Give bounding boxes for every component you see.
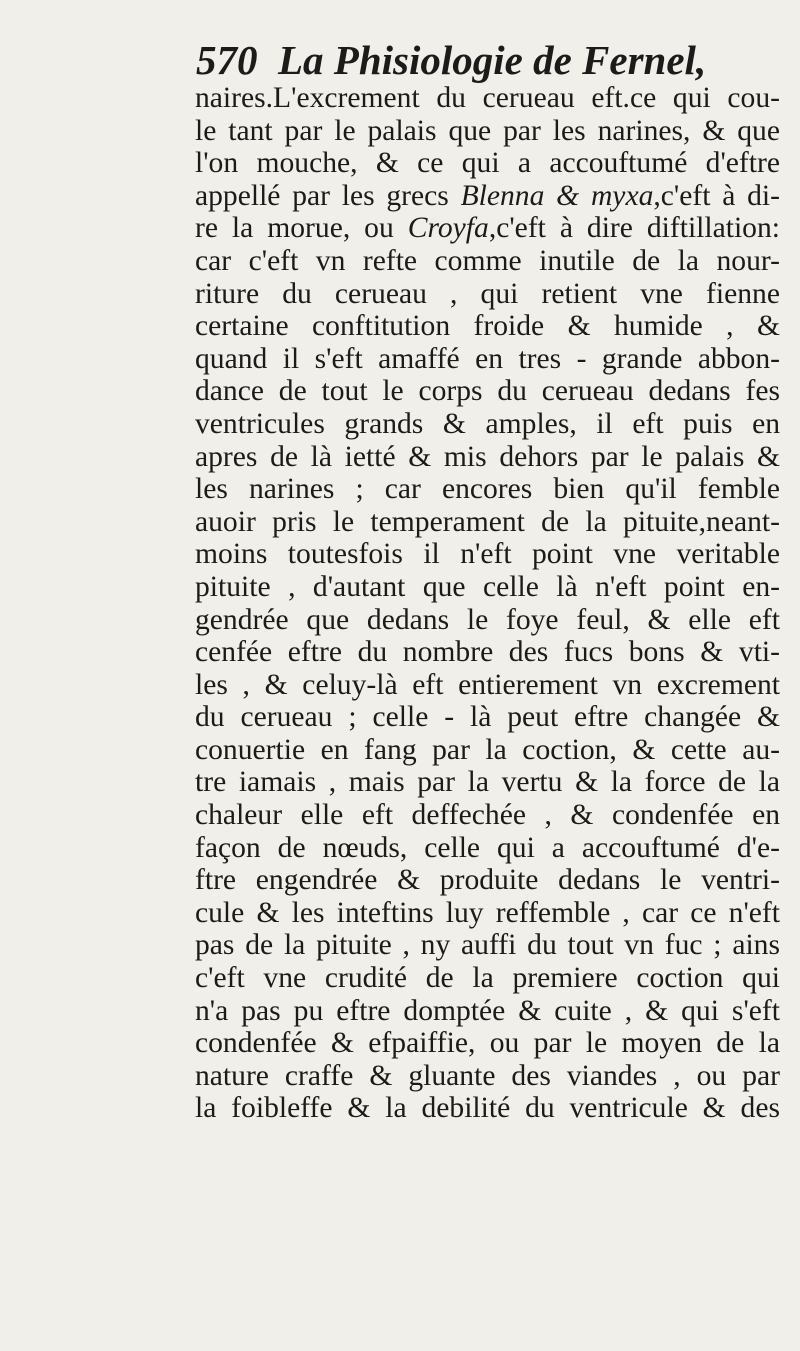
italic-term: Blenna & myxa — [460, 179, 654, 212]
text-segment: appellé par les grecs — [195, 179, 461, 212]
text-line — [195, 538, 780, 571]
text-line — [195, 82, 780, 115]
text-line — [195, 278, 780, 311]
text-segment: ftre engendrée & produite dedans le ventri- — [195, 864, 780, 897]
text-segment: l'on mouche, & ce qui a accouftumé d'eftre — [195, 147, 780, 180]
running-title: La Phisiologie de Fernel, — [278, 37, 707, 83]
text-line — [195, 571, 780, 604]
text-segment: c'eft vne crudité de la premiere coction qui — [195, 962, 780, 995]
text-segment: naires.L'excrement du cerueau eft.ce qui cou- — [195, 82, 780, 114]
text-segment: n'a pas pu eftre domptée & cuite , & qui s'eft — [195, 994, 780, 1027]
text-segment: nature craffe & gluante des viandes , ou par — [195, 1059, 780, 1092]
page-number: 570 — [196, 37, 258, 83]
text-segment: chaleur elle eft deffechée , & condenfée en — [195, 799, 780, 832]
text-segment: dance de tout le corps du cerueau dedans fes — [195, 375, 780, 408]
text-line — [195, 115, 780, 148]
text-segment: ,c'eft à di- — [653, 179, 780, 212]
text-line — [195, 766, 780, 799]
text-line — [195, 995, 780, 1028]
text-line — [195, 864, 780, 897]
text-line — [195, 636, 780, 669]
text-segment: certaine conftitution froide & humide , & — [195, 310, 780, 343]
text-line — [195, 799, 780, 832]
text-segment: ventricules grands & amples, il eft puis en — [195, 407, 780, 440]
text-segment: car c'eft vn refte comme inutile de la nour- — [195, 244, 780, 277]
text-segment: quand il s'eft amaffé en tres - grande abbon- — [195, 342, 780, 375]
text-line — [195, 962, 780, 995]
text-segment: la foibleffe & la debilité du ventricule & des — [195, 1092, 780, 1125]
text-line — [195, 310, 780, 343]
text-line — [195, 897, 780, 930]
text-segment: moins toutesfois il n'eft point vne veritable — [195, 538, 780, 571]
text-line — [195, 180, 780, 213]
text-segment: cenfée eftre du nombre des fucs bons & vti- — [195, 636, 780, 669]
text-line — [195, 506, 780, 539]
text-line — [195, 1092, 780, 1125]
text-line — [195, 701, 780, 734]
text-segment: riture du cerueau , qui retient vne fienne — [195, 277, 780, 310]
text-segment: cule & les inteftins luy reffemble , car ce n'eft — [195, 896, 780, 929]
text-line — [195, 929, 780, 962]
text-segment: gendrée que dedans le foye feul, & elle eft — [195, 603, 780, 636]
text-segment: tre iamais , mais par la vertu & la force de la — [195, 766, 780, 799]
text-line — [195, 212, 780, 245]
body-text — [195, 82, 780, 1125]
text-line — [195, 245, 780, 278]
text-segment: conuertie en fang par la coction, & cette au- — [195, 733, 780, 766]
text-line — [195, 832, 780, 865]
text-segment: auoir pris le temperament de la pituite,neant- — [195, 505, 780, 538]
text-segment: condenfée & efpaiffie, ou par le moyen de la — [195, 1027, 780, 1060]
text-line — [195, 669, 780, 702]
text-segment: ,c'eft à dire diftillation: — [488, 212, 780, 245]
text-line — [195, 375, 780, 408]
text-segment: pas de la pituite , ny auffi du tout vn fuc ; ains — [195, 929, 780, 962]
italic-term: Croyfa — [407, 212, 489, 245]
text-segment: le tant par le palais que par les narines, & que — [195, 114, 780, 147]
text-line — [195, 1060, 780, 1093]
text-line — [195, 604, 780, 637]
text-segment: pituite , d'autant que celle là n'eft point en- — [195, 570, 780, 603]
text-line — [195, 343, 780, 376]
text-line — [195, 1027, 780, 1060]
text-line — [195, 441, 780, 474]
text-segment: du cerueau ; celle - là peut eftre changée & — [195, 701, 780, 734]
text-line — [195, 147, 780, 180]
text-line — [195, 734, 780, 767]
text-line — [195, 473, 780, 506]
text-segment: re la morue, ou — [195, 212, 408, 245]
text-segment: apres de là ietté & mis dehors par le palais & — [195, 440, 780, 473]
text-segment: les , & celuy-là eft entierement vn excrement — [195, 668, 780, 701]
text-segment: façon de nœuds, celle qui a accouftumé d'e- — [195, 831, 780, 864]
text-segment: les narines ; car encores bien qu'il femble — [195, 473, 780, 506]
text-line — [195, 408, 780, 441]
